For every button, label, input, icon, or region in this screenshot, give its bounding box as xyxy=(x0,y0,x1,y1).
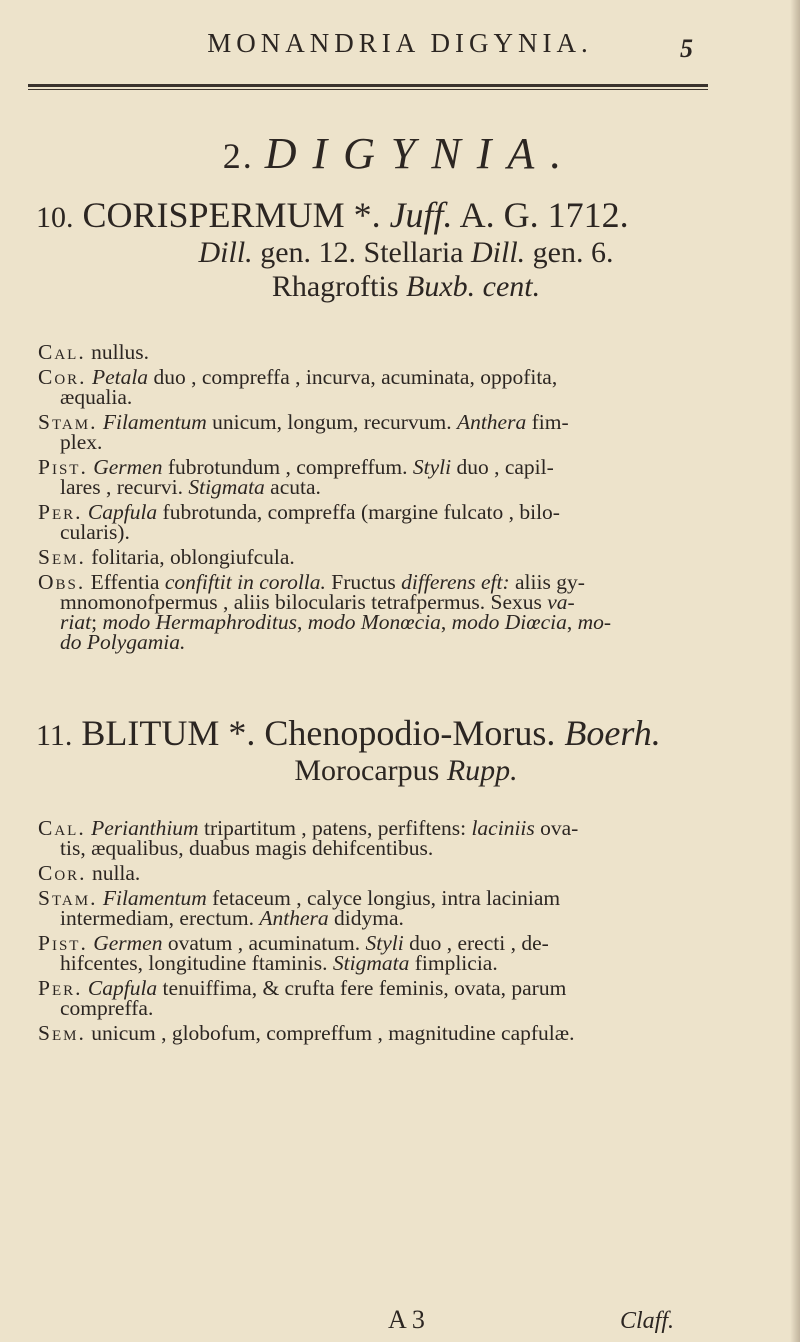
entry-text: didyma. xyxy=(334,906,404,930)
genus-synonyms-line1 xyxy=(36,236,776,270)
entry-term: Filamentum xyxy=(102,410,207,434)
entry-text: Fructus xyxy=(331,570,396,594)
genus-name: CORISPERMUM xyxy=(82,195,345,235)
running-head: MONANDRIA DIGYNIA. xyxy=(207,28,593,58)
entry-term: mo- xyxy=(577,610,612,634)
entry-text: , xyxy=(566,610,573,634)
synonym-author: Boerh. xyxy=(564,713,661,753)
entry-term: va- xyxy=(547,590,575,614)
synonym-author: Buxb. xyxy=(406,270,476,303)
entry-term: Germen xyxy=(93,931,163,955)
entry-label: Pist. xyxy=(38,931,88,955)
entry-label: Sem. xyxy=(38,545,86,569)
entry-text: , xyxy=(440,610,447,634)
entry-text: mnomonofpermus , aliis bilocularis tetrafpermus. Sexus xyxy=(60,590,542,614)
synonym-name: Rhagroftis xyxy=(271,270,399,303)
entry-text: intermediam, erectum. xyxy=(60,906,255,930)
entry-term: confiftit in corolla. xyxy=(164,570,326,594)
entry-term: Germen xyxy=(93,455,163,479)
entry-term: Petala xyxy=(91,365,149,389)
entry-term: Styli xyxy=(412,455,452,479)
entry-label: Cor. xyxy=(38,861,87,885)
entry-seed xyxy=(38,547,760,567)
page-number: 5 xyxy=(680,34,693,63)
synonym-author: Dill. xyxy=(470,236,526,269)
entry-text: ova- xyxy=(540,816,579,840)
entry-continuation: compreffa. xyxy=(60,996,154,1020)
entry-text: ; xyxy=(91,610,98,634)
page-edge-shadow xyxy=(790,0,800,1342)
entry-label: Per. xyxy=(38,500,83,524)
entry-label: Sem. xyxy=(38,1021,86,1045)
entry-text: duo , erecti , de- xyxy=(409,931,549,955)
genus-name: BLITUM xyxy=(81,713,220,753)
entry-text: tenuiffima, & crufta fere feminis, ovata, parum xyxy=(162,976,567,1000)
entry-text: duo , compreffa , incurva, acuminata, oppofita, xyxy=(153,365,558,389)
synonym-ref: cent. xyxy=(482,270,541,303)
entry-text: lares , recurvi. xyxy=(60,475,183,499)
entry-calyx xyxy=(38,818,760,858)
header-rule xyxy=(28,84,708,87)
entry-term: Styli xyxy=(365,931,404,955)
entry-continuation: do Polygamia. xyxy=(60,630,186,654)
entry-text: Effentia xyxy=(90,570,160,594)
entry-text: ovatum , acuminatum. xyxy=(167,931,361,955)
section-number: 2. xyxy=(222,136,254,176)
genus-author: Juff. xyxy=(389,195,453,235)
entry-term: Stigmata xyxy=(188,475,265,499)
genus-title-line xyxy=(36,712,776,754)
entry-text: unicum, longum, recurvum. xyxy=(212,410,452,434)
entry-corolla xyxy=(38,863,760,883)
synonym-ref: gen. 6. xyxy=(532,236,614,269)
entry-continuation xyxy=(60,592,760,612)
entry-label: Cal. xyxy=(38,340,86,364)
synonym-author: Rupp. xyxy=(446,754,518,787)
entry-pistil xyxy=(38,457,760,497)
entry-text: fimplicia. xyxy=(414,951,498,975)
entry-text: , xyxy=(296,610,303,634)
entry-stamen xyxy=(38,888,760,928)
genus-reference: A. G. 1712. xyxy=(459,195,629,235)
synonym-name: Chenopodio-Morus. xyxy=(264,713,556,753)
entry-text: fubrotundum , compreffum. xyxy=(167,455,408,479)
entry-text: duo , capil- xyxy=(456,455,554,479)
section-name: DIGYNIA. xyxy=(264,129,578,178)
genus-mark: *. xyxy=(353,195,381,235)
entry-stamen xyxy=(38,412,760,452)
entry-term: riat xyxy=(60,610,92,634)
entry-seed xyxy=(38,1023,760,1043)
description-corispermum xyxy=(38,342,760,657)
genus-synonyms-line2 xyxy=(36,270,776,304)
entry-label: Obs. xyxy=(38,570,86,594)
entry-continuation: tis, æqualibus, duabus magis dehifcentibus. xyxy=(60,836,434,860)
synonym-author: Dill. xyxy=(198,236,253,269)
entry-text: fubrotunda, compreffa (margine fulcato , bilo- xyxy=(162,500,560,524)
entry-continuation xyxy=(60,953,760,973)
entry-text: folitaria, oblongiufcula. xyxy=(91,545,295,569)
entry-text: acuta. xyxy=(270,475,321,499)
entry-term: modo Diœcia xyxy=(451,610,567,634)
entry-pericarp xyxy=(38,978,760,1018)
genus-synonyms-line1 xyxy=(36,754,776,788)
entry-term: laciniis xyxy=(471,816,535,840)
genus-heading-blitum xyxy=(36,712,776,788)
entry-term: modo Hermaphroditus xyxy=(102,610,297,634)
entry-text: nullus. xyxy=(91,340,150,364)
entry-text: aliis gy- xyxy=(515,570,585,594)
genus-number: 10. xyxy=(36,201,74,234)
synonym-name: Morocarpus xyxy=(294,754,440,787)
entry-text: fetaceum , calyce longius, intra laciniam xyxy=(212,886,561,910)
entry-continuation: æqualia. xyxy=(60,385,133,409)
genus-heading-corispermum xyxy=(36,194,776,304)
catchword: Claff. xyxy=(620,1308,675,1334)
entry-term: Anthera xyxy=(259,906,329,930)
entry-corolla xyxy=(38,367,760,407)
entry-term: modo Monœcia xyxy=(307,610,441,634)
entry-text: hifcentes, longitudine ftaminis. xyxy=(60,951,328,975)
entry-label: Cor. xyxy=(38,365,87,389)
entry-text: unicum , globofum, compreffum , magnitudine capfulæ. xyxy=(91,1021,575,1045)
entry-continuation: plex. xyxy=(60,430,103,454)
entry-term: Capfula xyxy=(87,500,158,524)
entry-continuation xyxy=(60,908,760,928)
entry-label: Cal. xyxy=(38,816,86,840)
signature-mark: A 3 xyxy=(388,1305,425,1334)
entry-term: Capfula xyxy=(87,976,158,1000)
genus-mark: *. xyxy=(228,713,256,753)
header-rule-thin xyxy=(28,89,708,90)
entry-text: fim- xyxy=(531,410,569,434)
genus-title-line xyxy=(36,194,776,236)
synonym-ref: gen. 12. xyxy=(260,236,357,269)
entry-observation xyxy=(38,572,760,652)
synonym-name: Stellaria xyxy=(363,236,464,269)
entry-term: differens eft: xyxy=(401,570,510,594)
entry-term: Anthera xyxy=(456,410,527,434)
entry-continuation xyxy=(60,612,760,632)
entry-term: Perianthium xyxy=(91,816,199,840)
entry-label: Stam. xyxy=(38,886,98,910)
entry-label: Pist. xyxy=(38,455,88,479)
entry-label: Stam. xyxy=(38,410,98,434)
entry-pistil xyxy=(38,933,760,973)
entry-term: Filamentum xyxy=(102,886,207,910)
entry-continuation: cularis). xyxy=(60,520,130,544)
genus-number: 11. xyxy=(36,719,73,752)
entry-term: Stigmata xyxy=(332,951,410,975)
entry-calyx xyxy=(38,342,760,362)
entry-continuation xyxy=(60,477,760,497)
entry-pericarp xyxy=(38,502,760,542)
section-title xyxy=(0,128,800,179)
entry-text: nulla. xyxy=(91,861,141,885)
entry-label: Per. xyxy=(38,976,83,1000)
description-blitum xyxy=(38,818,760,1048)
entry-text: tripartitum , patens, perfiftens: xyxy=(203,816,467,840)
